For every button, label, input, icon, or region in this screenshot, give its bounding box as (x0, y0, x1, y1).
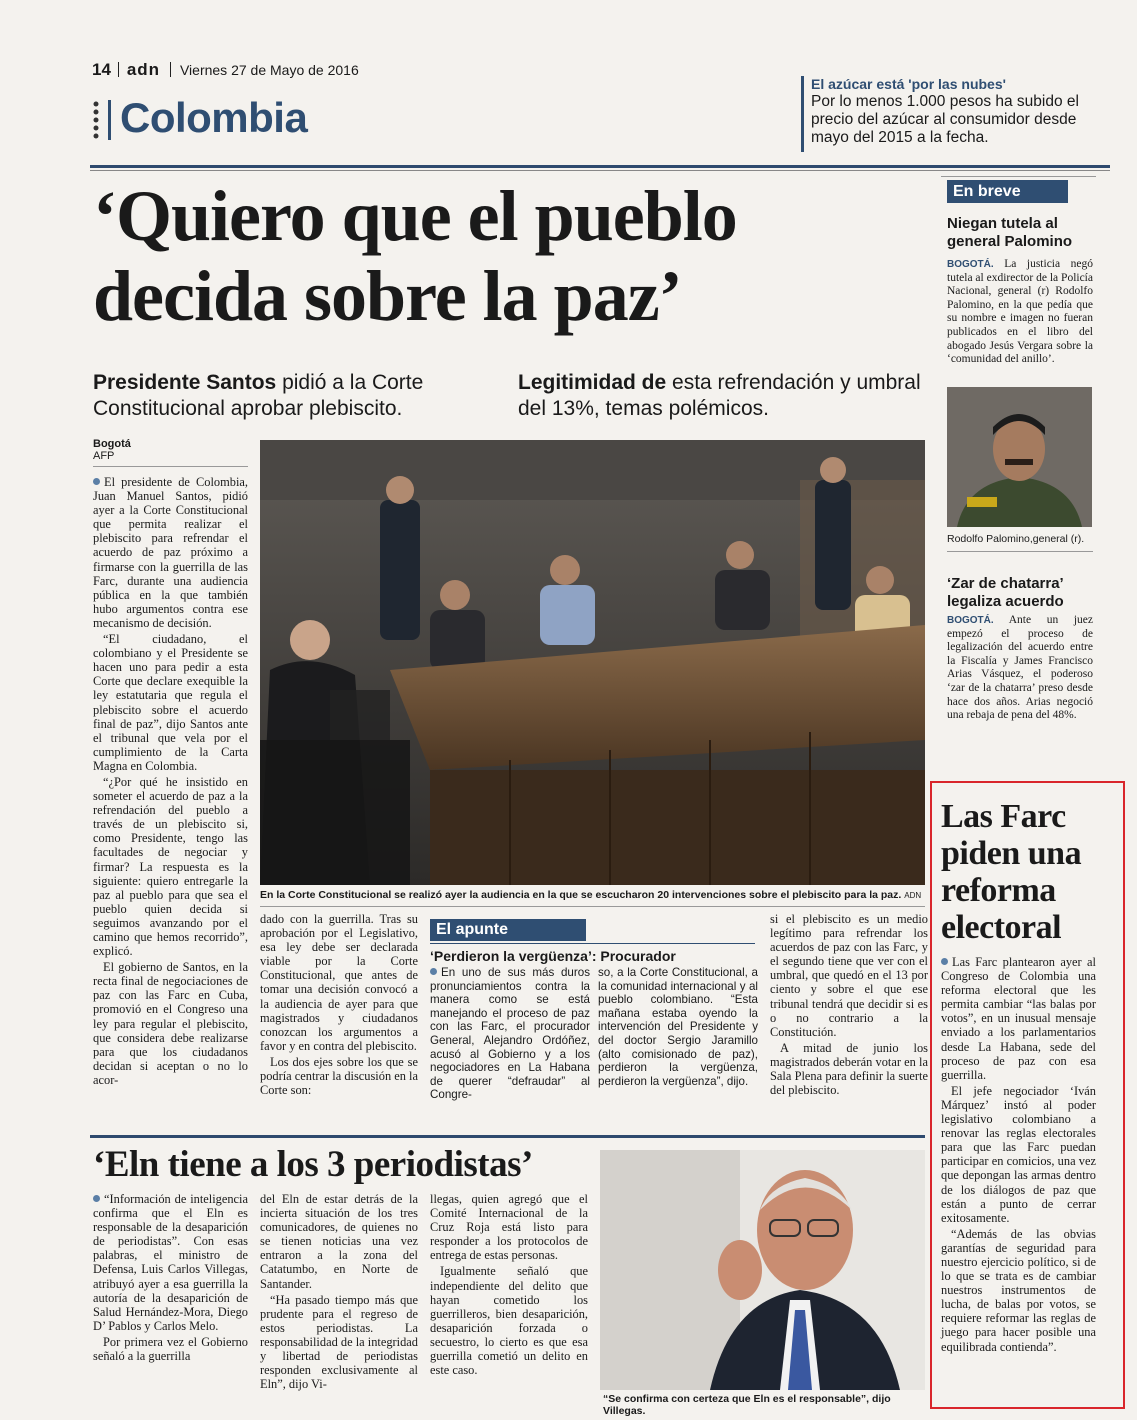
breve-item2-body: Ante un juez empezó el proceso de legalización del acuerdo entre la Fiscalía y James Francisco Arias Vásquez, el poderoso ‘zar de la chatarra’ preso desde hace dos años. Arias negoció una rebaja de pena del 48%. (947, 614, 1093, 722)
apunte-column-2 (598, 966, 758, 1088)
deck-left (93, 370, 503, 422)
page-number: 14 (92, 60, 111, 79)
breve-item1-text (947, 258, 1093, 367)
farc-p2: El jefe negociador ‘Iván Márquez’ instó al poder legislativo colombiano a renovar las reglas electorales para que las Farc puedan participar en comicios, una vez que depongan las armas dentro de los diálogos de paz que están a punto de cerrar exitosamente. (941, 1083, 1096, 1225)
col2-p1: dado con la guerrilla. Tras su aprobación por el Legislativo, esa ley debe ser declarada viable por la Corte Constitucional, que antes de tomar una decisión convocó a la audiencia de ayer para que magistrados y ciudadanos conozcan los argumentos a favor y en contra del plebiscito. (260, 912, 418, 1053)
apunte-p1b: so, a la Corte Constitucional, a la comunidad internacional y al pueblo colombiano. “Esta mañana estaba oyendo la intervención del Presidente y del doctor Sergio Jaramillo (alto comisionado de paz), perdieron la vergüenza, perdieron la vergüenza”, dijo. (598, 966, 758, 1088)
dateline-agency: AFP (93, 450, 115, 462)
main-headline: ‘Quiero que el pueblo decida sobre la paz’ (93, 176, 737, 336)
section-dots-icon (92, 100, 100, 140)
eln-col2-p2: “Ha pasado tiempo más que prudente para el regreso de estos periodistas. La responsabilidad de la integridad y libertad de periodistas responden exclusivamente al Eln”, dijo Vi- (260, 1292, 418, 1392)
deck-right (518, 370, 928, 422)
apunte-column-1 (430, 966, 590, 1102)
breve-item1-title: Niegan tutela al general Palomino (947, 215, 1073, 250)
breve-item1-city: BOGOTÁ. (947, 259, 994, 270)
eln-col2-p1: del Eln de estar detrás de la incierta situación de los tres comunicadores, de quienes no se tienen noticias una vez entraron a la zona del Catatumbo, en Norte de Santander. (260, 1192, 418, 1291)
eln-headline: ‘Eln tiene a los 3 periodistas’ (93, 1144, 533, 1185)
photo-credit: ADN (904, 891, 922, 900)
deck-left-rest: pidió a la Corte Constitucional aprobar plebiscito. (93, 371, 424, 420)
palomino-caption: Rodolfo Palomino,general (r). (947, 533, 1085, 545)
court-hearing-photo (260, 440, 925, 885)
col1-p2: “El ciudadano, el colombiano y el Presidente se hacen uno para pedir a esta Corte que declare exequible la ley estatutaria que regula el plebiscito sobre el acuerdo final de paz”, dijo Santos ante el tribunal que vela por el cumplimiento de la Carta Magna en Colombia. (93, 632, 248, 773)
eln-col3-p1: llegas, quien agregó que el Comité Internacional de la Cruz Roja está listo para responder a los protocolos de entrega de estas personas. (430, 1192, 588, 1263)
col2-p2: Los dos ejes sobre los que se podría centrar la discusión en la Corte son: (260, 1054, 418, 1098)
palomino-photo (947, 387, 1092, 527)
teaser-text: Por lo menos 1.000 pesos ha subido el precio del azúcar al consumidor desde mayo del 2015 a la fecha. (811, 93, 1079, 146)
col1-p4: El gobierno de Santos, en la recta final de negociaciones de paz con las Farc en Cuba, promovió en el Congreso una ley para regular el plebiscito, que considera debe realizarse para que los ciudadanos decidan si aceptan o no lo acor- (93, 960, 248, 1087)
photo-caption-text: En la Corte Constitucional se realizó ayer la audiencia en la que se escucharon 20 intervenciones sobre el plebiscito para la paz. (260, 889, 902, 901)
villegas-caption: “Se confirma con certeza que Eln es el responsable”, dijo Villegas. (603, 1393, 891, 1417)
farc-headline: Las Farc piden una reforma electoral (941, 798, 1082, 946)
villegas-photo (600, 1150, 925, 1390)
farc-p1: Las Farc plantearon ayer al Congreso de Colombia una reforma electoral que les permita cambiar “las balas por votos”, en un inusual mensaje enviado a los parlamentarios desde La Habana, sede del proceso de paz con esa guerrilla. (941, 955, 1096, 1082)
section-title: Colombia (120, 94, 308, 141)
apunte-p1a: En uno de sus más duros pronunciamientos contra la manera como se está manejando el proceso de paz con las Farc, el procurador General, Alejandro Ordóñez, acusó al Gobierno y a los negociadores en La Habana de querer “defraudar” al Congre- (430, 966, 590, 1102)
breve-item2-city: BOGOTÁ. (947, 615, 994, 626)
col4-p1: si el plebiscito es un medio legítimo para refrendar los acuerdos de paz con las Farc, y el segundo tiene que ver con el umbral, que quedó en el 13 por ciento y sobre el que ese tribunal tendrá que decidir si es o no contrario a la Constitución. (770, 912, 928, 1039)
breve-item2-title: ‘Zar de chatarra’ legaliza acuerdo (947, 575, 1064, 610)
eln-column-3 (430, 1192, 588, 1407)
page-date: Viernes 27 de Mayo de 2016 (179, 62, 359, 78)
eln-col3-p2: Igualmente señaló que independiente del delito que hayan cometido los guerrilleros, bien desaparición, desaparición forzada o secuestro, lo cierto es que esa guerrilla cometió un delito en este caso. (430, 1264, 588, 1378)
main-story-column-1 (93, 475, 248, 1087)
dateline (93, 438, 131, 462)
deck-right-bold: Legitimidad de (518, 371, 667, 394)
col1-p1: El presidente de Colombia, Juan Manuel Santos, pidió ayer a la Corte Constitucional que permita realizar el plebiscito para refrendar el acuerdo de paz próximo a firmarse con la guerrilla de las Farc, durante una audiencia pública en la que también hubo argumentos contra ese mecanismo de decisión. (93, 475, 248, 630)
main-story-column-4 (770, 912, 928, 1098)
teaser-title: El azúcar está 'por las nubes' (811, 76, 1006, 92)
eln-col1-p1: “Información de inteligencia confirma que el Eln es responsable de la desaparición de periodistas”. Con esas palabras, el ministro de Defensa, Luis Carlos Villegas, atribuyó ayer a esa guerrilla la autoría de la desaparición de Salud Hernández-Mora, Diego D’ Pablos y Carlos Melo. (93, 1192, 248, 1333)
eln-column-2 (260, 1192, 418, 1407)
apunte-title: ‘Perdieron la vergüenza’: Procurador (430, 948, 676, 964)
page-header (92, 60, 442, 82)
photo-caption (260, 889, 925, 902)
en-breve-kicker: En breve (947, 180, 1068, 203)
farc-p3: “Además de las obvias garantías de seguridad para nuestro ejercicio político, si de lo que se trata es de cambiar nuestros instrumentos de lucha, de balas por votos, se requiere reformar las reglas de juego para hacer posible una equilibrada contienda”. (941, 1226, 1096, 1354)
eln-column-1 (93, 1192, 248, 1407)
eln-rule (90, 1135, 925, 1138)
eln-col1-p2: Por primera vez el Gobierno señaló a la guerrilla (93, 1334, 248, 1364)
header-rule (90, 165, 1110, 168)
col1-p3: “¿Por qué he insistido en someter el acuerdo de paz a la refrendación del pueblo a través de un plebiscito si, como Presidente, tengo las facultades de negociar y firmar? La respuesta es la siguiente: quiero entregarle la paz al pueblo para que sea el pueblo quien decida si seguimos avanzando por el camino que hemos recorrido”, explicó. (93, 774, 248, 959)
main-story-column-2 (260, 912, 418, 1098)
deck-left-bold: Presidente Santos (93, 371, 277, 394)
col4-p2: A mitad de junio los magistrados deberán votar en la Sala Plena para definir la suerte del plebiscito. (770, 1040, 928, 1098)
deck-right-rest: esta refrendación y umbral del 13%, temas polémicos. (518, 371, 921, 420)
apunte-kicker: El apunte (430, 919, 586, 941)
breve-item2-text (947, 614, 1093, 723)
breve-item1-body: La justicia negó tutela al exdirector de la Policía Nacional, general (r) Rodolfo Palomino, en la que pedía que su nombre e imagen no fueran publicados en el libro del abogado Jesús Vergara sobre la ‘comunidad del anillo’. (947, 258, 1093, 366)
brand-logo: adn (126, 60, 161, 79)
farc-body (941, 955, 1096, 1405)
dateline-city: Bogotá (93, 438, 131, 450)
